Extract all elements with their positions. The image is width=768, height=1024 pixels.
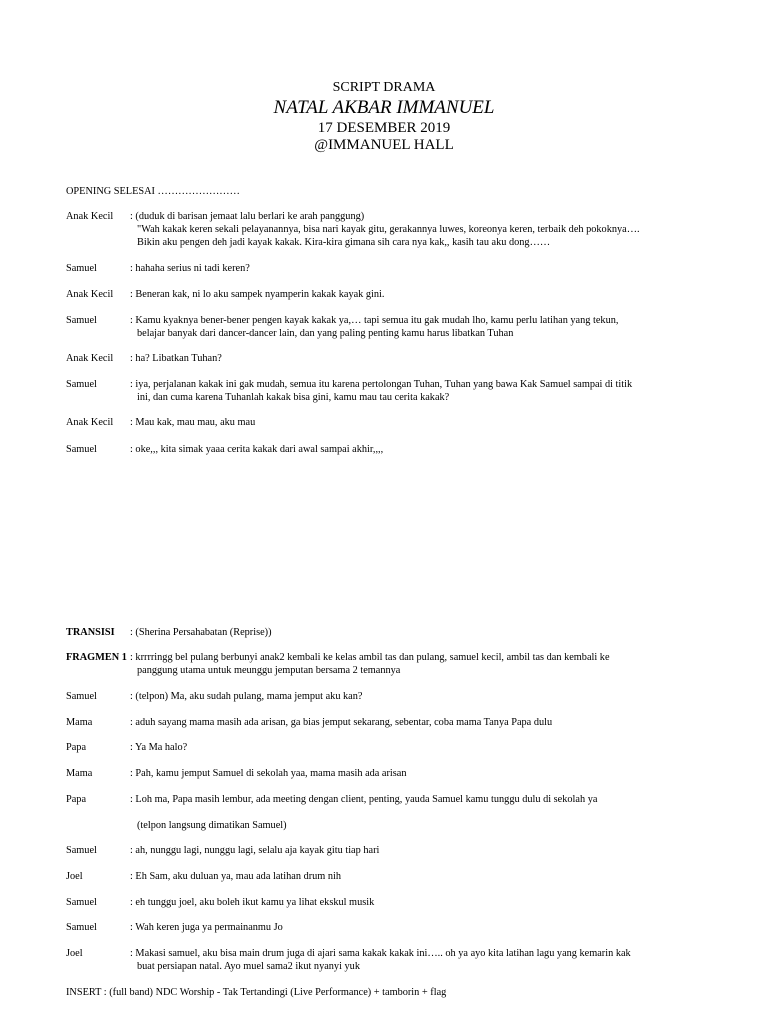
dialogue-line: : Loh ma, Papa masih lembur, ada meeting dengan client, penting, yauda Samuel kamu tunggu dulu di sekolah ya [130,794,598,805]
dialogue-line: : (telpon) Ma, aku sudah pulang, mama jemput aku kan? [130,691,363,702]
fragmen-line: : krrrringg bel pulang berbunyi anak2 kembali ke kelas ambil tas dan pulang, samuel kecil, ambil tas dan kembali ke [130,652,610,663]
speaker-label: Mama [66,717,93,728]
opening-line: OPENING SELESAI …………………… [66,186,240,197]
speaker-label: Anak Kecil [66,289,114,300]
dialogue-text [130,844,730,857]
dialogue-text [130,210,730,249]
speaker-label: Samuel [66,922,97,933]
dialogue-text [130,896,730,909]
transisi-text [130,626,730,639]
dialogue-line: ini, dan cuma karena Tuhanlah kakak bisa gini, kamu mau tau cerita kakak? [137,392,450,403]
dialogue-line: : Eh Sam, aku duluan ya, mau ada latihan drum nih [130,871,342,882]
dialogue-text [130,262,730,275]
dialogue-text [130,716,730,729]
dialogue-line: belajar banyak dari dancer-dancer lain, dan yang paling penting kamu harus libatkan Tuhan [137,328,514,339]
dialogue-text [130,690,730,703]
speaker-label: Mama [66,768,93,779]
speaker-label: Samuel [66,315,97,326]
dialogue-line: : Kamu kyaknya bener-bener pengen kayak kakak ya,… tapi semua itu gak mudah lho, kamu perlu latihan yang tekun, [130,315,619,326]
dialogue-line: : Makasi samuel, aku bisa main drum juga di ajari sama kakak kakak ini….. oh ya ayo kita latihan lagu yang kemarin kak [130,948,631,959]
speaker-label: Papa [66,742,87,753]
dialogue-text [130,741,730,754]
dialogue-line: buat persiapan natal. Ayo muel sama2 ikut nyanyi yuk [137,961,360,972]
dialogue-line: : iya, perjalanan kakak ini gak mudah, semua itu karena pertolongan Tuhan, Tuhan yang bawa Kak Samuel sampai di titik [130,379,633,390]
dialogue-line: : Ya Ma halo? [130,742,188,753]
dialogue-line: : ah, nunggu lagi, nunggu lagi, selalu aja kayak gitu tiap hari [130,845,380,856]
dialogue-line: : hahaha serius ni tadi keren? [130,263,250,274]
dialogue-line: : Pah, kamu jemput Samuel di sekolah yaa, mama masih ada arisan [130,768,407,779]
insert-line: INSERT : (full band) NDC Worship - Tak Tertandingi (Live Performance) + tamborin + flag [66,987,447,998]
dialogue-line: : oke,,, kita simak yaaa cerita kakak dari awal sampai akhir,,,, [130,444,384,455]
speaker-label: Samuel [66,263,97,274]
fragmen-text [130,651,730,677]
speaker-label: Anak Kecil [66,353,114,364]
speaker-label: Samuel [66,444,97,455]
speaker-label: Joel [66,948,83,959]
fragmen-line: panggung utama untuk meunggu jemputan bersama 2 temannya [137,665,401,676]
stage-direction-line: (telpon langsung dimatikan Samuel) [137,820,287,831]
dialogue-text [130,793,730,806]
dialogue-line: "Wah kakak keren sekali pelayanannya, bisa nari kayak gitu, gerakannya luwes, koreonya keren, terbaik deh pokoknya…. [137,224,640,235]
dialogue-line: : Wah keren juga ya permainanmu Jo [130,922,283,933]
transisi-line: : (Sherina Persahabatan (Reprise)) [130,627,272,638]
dialogue-line: : ha? Libatkan Tuhan? [130,353,222,364]
dialogue-text [130,314,730,340]
speaker-label: Samuel [66,379,97,390]
dialogue-text [130,767,730,780]
doc-venue: @IMMANUEL HALL [314,137,454,153]
dialogue-line: : aduh sayang mama masih ada arisan, ga bias jemput sekarang, sebentar, coba mama Tanya Papa dulu [130,717,553,728]
speaker-label: Joel [66,871,83,882]
speaker-label: Anak Kecil [66,417,114,428]
fragmen-label: FRAGMEN 1 [66,652,127,663]
doc-title: NATAL AKBAR IMMANUEL [273,97,495,118]
dialogue-text [130,378,730,404]
speaker-label: Papa [66,794,87,805]
dialogue-text [130,870,730,883]
dialogue-line: : Beneran kak, ni lo aku sampek nyamperin kakak kayak gini. [130,289,385,300]
dialogue-text [130,443,730,456]
dialogue-line: : (duduk di barisan jemaat lalu berlari ke arah panggung) [130,211,365,222]
dialogue-text [130,947,730,973]
dialogue-line: Bikin aku pengen deh jadi kayak kakak. Kira-kira gimana sih cara nya kak,, kasih tau aku dong…… [137,237,551,248]
speaker-label: Anak Kecil [66,211,114,222]
transisi-label: TRANSISI [66,627,115,638]
speaker-label: Samuel [66,897,97,908]
speaker-label: Samuel [66,845,97,856]
dialogue-text [130,352,730,365]
dialogue-line: : eh tunggu joel, aku boleh ikut kamu ya lihat ekskul musik [130,897,375,908]
dialogue-text [130,288,730,301]
dialogue-line: : Mau kak, mau mau, aku mau [130,417,256,428]
dialogue-text [130,921,730,934]
stage-direction [130,819,730,832]
speaker-label: Samuel [66,691,97,702]
doc-date: 17 DESEMBER 2019 [317,120,451,136]
doc-heading: SCRIPT DRAMA [332,80,436,95]
dialogue-text [130,416,730,429]
